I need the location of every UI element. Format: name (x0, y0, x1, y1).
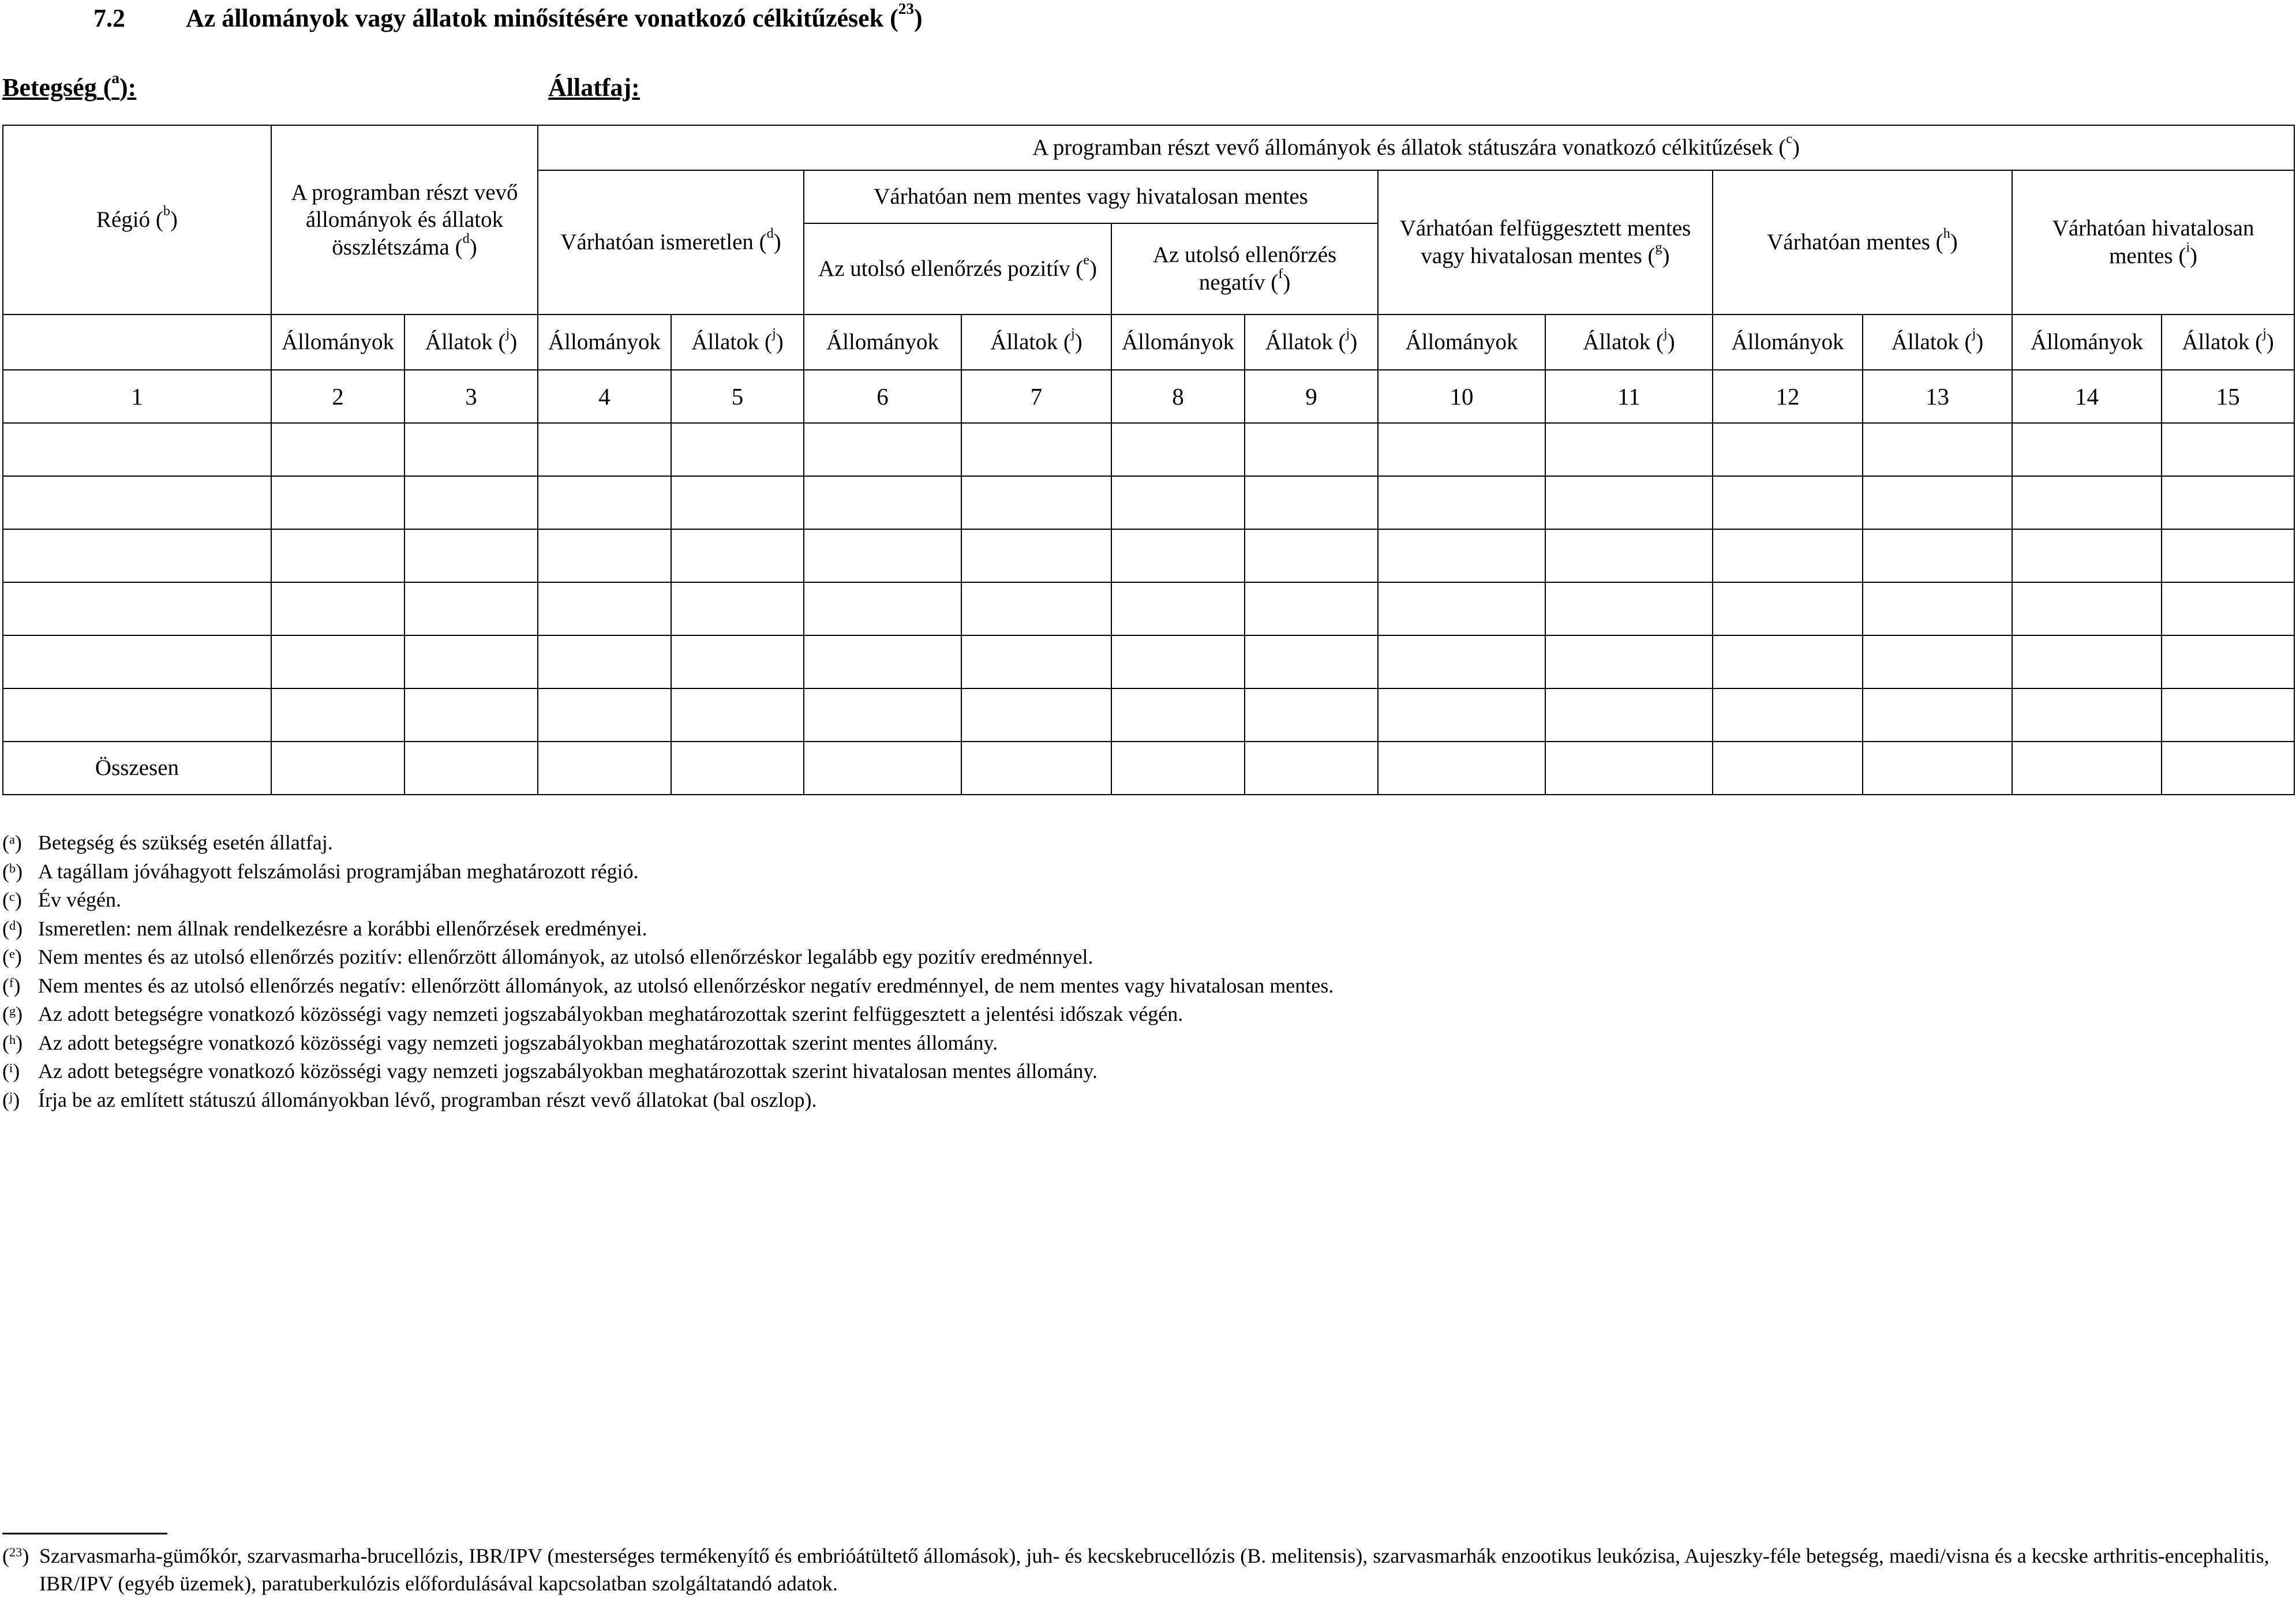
footnote-text: Írja be az említett státuszú állományokban lévő, programban részt vevő állatokat (bal oszlop). (38, 1088, 817, 1111)
total-label: Összesen (3, 742, 271, 795)
table-cell (1545, 635, 1713, 688)
footnote-text: Az adott betegségre vonatkozó közösségi vagy nemzeti jogszabályokban meghatározottak szerint mentes állomány. (38, 1031, 998, 1054)
table-cell (961, 688, 1111, 742)
sub-header-row (3, 315, 2294, 370)
table-cell (538, 582, 671, 635)
header-unknown: Várhatóan ismeretlen ($^d$) (538, 170, 804, 315)
total-cell (804, 742, 961, 795)
column-number: 1 (3, 370, 271, 423)
table-cell (961, 582, 1111, 635)
table-cell (1713, 529, 1863, 582)
table-cell (1713, 423, 1863, 476)
sub-header-herds: Állományok (1713, 315, 1863, 370)
header-positive-label: Az utolsó ellenőrzés pozitív (818, 256, 1070, 282)
column-number: 3 (404, 370, 538, 423)
note-ref: f (9, 975, 14, 990)
table-cell (271, 635, 404, 688)
footnote-text: Az adott betegségre vonatkozó közösségi vagy nemzeti jogszabályokban meghatározottak szerint hivatalosan mentes állomány. (38, 1060, 1098, 1083)
header-region: Régió ($^b$) (3, 125, 271, 315)
sub-header-animals-label: Állatok (2182, 330, 2250, 355)
footnote-mark: ($^f$) (2, 974, 21, 997)
sub-header-herds: Állományok (271, 315, 404, 370)
header-suspended-label: Várhatóan felfüggesztett mentes vagy hivatalosan mentes (1399, 216, 1691, 268)
column-number: 9 (1245, 370, 1378, 423)
table-cell (1378, 423, 1545, 476)
footnote-item (2, 829, 1334, 858)
table-cell (671, 688, 804, 742)
table-cell (1245, 476, 1378, 529)
total-cell (1111, 742, 1245, 795)
footnote-text: Az adott betegségre vonatkozó közösségi vagy nemzeti jogszabályokban meghatározottak szerint felfüggesztett a jelentési időszak végén. (38, 1002, 1183, 1025)
table-cell (804, 476, 961, 529)
table-cell (3, 688, 271, 742)
note-ref: g (1655, 239, 1662, 255)
note-ref: j (505, 325, 510, 342)
header-not-free: Várhatóan nem mentes vagy hivatalosan mentes (804, 170, 1378, 223)
column-number: 12 (1713, 370, 1863, 423)
note-ref: h (1943, 226, 1950, 242)
footnote-item (2, 1057, 1334, 1086)
table-cell (1863, 529, 2012, 582)
species-label: Állatfaj: (548, 73, 640, 102)
note-ref: j (9, 1089, 13, 1104)
footnotes (2, 829, 1334, 1114)
main-footnote (2, 1542, 2287, 1597)
note-ref: j (2263, 325, 2267, 342)
table-cell (1545, 529, 1713, 582)
table-cell (1111, 635, 1245, 688)
table-cell (1545, 476, 1713, 529)
column-number: 13 (1863, 370, 2012, 423)
table-cell (804, 582, 961, 635)
table-cell (538, 529, 671, 582)
header-region-label: Régió (96, 207, 151, 233)
table-cell (1713, 582, 1863, 635)
total-cell (2162, 742, 2294, 795)
footnote-mark: ($^i$) (2, 1060, 20, 1083)
table-cell (1111, 476, 1245, 529)
table-row (3, 476, 2294, 529)
header-negative: Az utolsó ellenőrzés negatív ($^f$) (1111, 223, 1378, 315)
table-cell (271, 423, 404, 476)
footnote-item (2, 1029, 1334, 1058)
note-ref: b (9, 860, 16, 875)
column-number: 4 (538, 370, 671, 423)
footnote-text: Ismeretlen: nem állnak rendelkezésre a korábbi ellenőrzések eredményei. (38, 916, 647, 940)
table-cell (1863, 688, 2012, 742)
column-number: 2 (271, 370, 404, 423)
table-cell (1545, 423, 1713, 476)
table-cell (1863, 635, 2012, 688)
footnote-item (2, 915, 1334, 944)
table-cell (804, 423, 961, 476)
table-cell (2162, 688, 2294, 742)
column-number-row (3, 370, 2294, 423)
sub-header-herds: Állományok (1111, 315, 1245, 370)
table-cell (2162, 582, 2294, 635)
table-cell (1863, 476, 2012, 529)
table-cell (3, 529, 271, 582)
table-cell (1378, 476, 1545, 529)
footnote-text: Betegség és szükség esetén állatfaj. (38, 831, 333, 854)
table-cell (1245, 635, 1378, 688)
header-free: Várhatóan mentes ($^h$) (1713, 170, 2012, 315)
main-footnote-mark: ($^{23}$) (2, 1544, 29, 1567)
footnote-mark: ($^b$) (2, 859, 23, 883)
footnote-item (2, 886, 1334, 915)
note-ref: e (1083, 252, 1089, 268)
table-cell (671, 635, 804, 688)
table-cell (2162, 635, 2294, 688)
total-cell (961, 742, 1111, 795)
table-cell (1713, 688, 1863, 742)
sub-header-animals-label: Állatok (1265, 330, 1333, 355)
header-free-label: Várhatóan mentes (1767, 230, 1930, 255)
footnote-text: Év végén. (38, 888, 121, 911)
table-cell (671, 529, 804, 582)
note-ref: a (111, 69, 120, 87)
column-number: 15 (2162, 370, 2294, 423)
table-cell (1111, 582, 1245, 635)
table-row (3, 635, 2294, 688)
sub-header-animals-label: Állatok (1891, 330, 1959, 355)
table-cell (271, 688, 404, 742)
footnote-item (2, 858, 1334, 886)
note-ref: i (2186, 239, 2190, 255)
table-cell (404, 688, 538, 742)
note-ref: j (1972, 325, 1976, 342)
note-ref: 23 (9, 1545, 23, 1559)
sub-header-herds: Állományok (2012, 315, 2162, 370)
table-cell (1713, 476, 1863, 529)
sub-header-animals: Állatok ($^j$) (961, 315, 1111, 370)
column-number: 7 (961, 370, 1111, 423)
column-number: 11 (1545, 370, 1713, 423)
footnote-mark: ($^j$) (2, 1088, 20, 1111)
sub-header-animals: Állatok ($^j$) (2162, 315, 2294, 370)
disease-label: Betegség ($^a$): (2, 69, 137, 102)
footnote-item (2, 943, 1334, 972)
footnote-text: Nem mentes és az utolsó ellenőrzés pozitív: ellenőrzött állományok, az utolsó ellenőrzéskor legalább egy pozitív eredménnyel. (38, 945, 1093, 968)
footnote-mark: ($^e$) (2, 945, 22, 968)
table-cell (2162, 529, 2294, 582)
note-ref: e (9, 946, 15, 961)
total-cell (1245, 742, 1378, 795)
footnote-mark: ($^g$) (2, 1002, 23, 1025)
table-cell (2012, 476, 2162, 529)
table-cell (3, 582, 271, 635)
table-cell (404, 635, 538, 688)
table-cell (1245, 582, 1378, 635)
table-cell (671, 582, 804, 635)
table-row (3, 688, 2294, 742)
header-total: A programban részt vevő állományok és állatok összlétszáma ($^d$) (271, 125, 538, 315)
table-cell (404, 529, 538, 582)
note-ref: d (766, 226, 774, 242)
total-cell (2012, 742, 2162, 795)
table-cell (804, 635, 961, 688)
table-cell (804, 529, 961, 582)
sub-header-herds: Állományok (1378, 315, 1545, 370)
targets-table (2, 125, 2295, 795)
table-cell (271, 476, 404, 529)
table-cell (2162, 476, 2294, 529)
footnote-mark: ($^d$) (2, 916, 23, 940)
note-ref: b (163, 203, 170, 219)
footnote-item (2, 1000, 1334, 1029)
total-cell (271, 742, 404, 795)
footnote-mark: ($^c$) (2, 888, 22, 911)
sub-header-animals: Állatok ($^j$) (671, 315, 804, 370)
table-row (3, 582, 2294, 635)
table-cell (2012, 529, 2162, 582)
header-status-label: A programban részt vevő állományok és állatok státuszára vonatkozó célkitűzések (1032, 135, 1773, 160)
note-ref: j (1071, 325, 1075, 342)
sub-header-empty (3, 315, 271, 370)
header-status: A programban részt vevő állományok és állatok státuszára vonatkozó célkitűzések ($^c$) (538, 125, 2294, 170)
table-cell (961, 635, 1111, 688)
header-total-label: A programban részt vevő állományok és állatok összlétszáma (291, 179, 518, 260)
note-ref: g (9, 1004, 16, 1018)
table-cell (271, 582, 404, 635)
table-cell (3, 476, 271, 529)
total-cell (404, 742, 538, 795)
header-suspended: Várhatóan felfüggesztett mentes vagy hivatalosan mentes ($^g$) (1378, 170, 1713, 315)
main-footnote-text: Szarvasmarha-gümőkór, szarvasmarha-brucellózis, IBR/IPV (mesterséges termékenyítő és embrióátültető állomások), juh- és kecskebrucellózis (B. melitensis), szarvasmarhák enzootikus leukózisa, Aujeszky-féle betegség, maedi/visna és a kecske arthritis-encephalitis, IBR/IPV (egyéb üzemek), paratuberkulózis előfordulásával kapcsolatban szolgáltatandó adatok. (39, 1544, 2269, 1595)
table-cell (404, 423, 538, 476)
header-officially-free: Várhatóan hivatalosan mentes ($^i$) (2012, 170, 2294, 315)
table-cell (3, 635, 271, 688)
table-cell (1545, 582, 1713, 635)
section-heading: 7.2 Az állományok vagy állatok minősítésére vonatkozó célkitűzések ($^{23}$) (93, 0, 923, 32)
table-cell (1863, 582, 2012, 635)
note-ref: d (462, 230, 470, 246)
table-cell (961, 529, 1111, 582)
footnote-text: Nem mentes és az utolsó ellenőrzés negatív: ellenőrzött állományok, az utolsó ellenőrzéskor negatív eredménnyel, de nem mentes vagy hivatalosan mentes. (38, 974, 1334, 997)
column-number: 8 (1111, 370, 1245, 423)
header-unknown-label: Várhatóan ismeretlen (560, 230, 754, 255)
sub-header-animals-label: Állatok (1583, 330, 1651, 355)
table-cell (1245, 529, 1378, 582)
sub-header-animals-label: Állatok (990, 330, 1058, 355)
table-cell (538, 423, 671, 476)
table-cell (404, 582, 538, 635)
table-cell (1111, 423, 1245, 476)
table-cell (538, 476, 671, 529)
sub-header-animals: Állatok ($^j$) (1863, 315, 2012, 370)
sub-header-herds: Állományok (538, 315, 671, 370)
table-cell (2012, 582, 2162, 635)
column-number: 14 (2012, 370, 2162, 423)
note-ref: h (9, 1032, 16, 1047)
disease-label-text: Betegség (2, 73, 97, 102)
table-cell (1378, 582, 1545, 635)
table-cell (538, 688, 671, 742)
table-cell (1378, 529, 1545, 582)
total-cell (538, 742, 671, 795)
section-number: 7.2 (93, 4, 125, 32)
table-cell (2012, 635, 2162, 688)
table-cell (1111, 529, 1245, 582)
table-cell (671, 423, 804, 476)
total-cell (1545, 742, 1713, 795)
note-ref: f (1278, 266, 1283, 282)
total-cell (671, 742, 804, 795)
total-cell (1713, 742, 1863, 795)
table-row (3, 423, 2294, 476)
table-cell (1111, 688, 1245, 742)
sub-header-animals-label: Állatok (691, 330, 759, 355)
note-ref: i (9, 1061, 13, 1075)
table-row (3, 529, 2294, 582)
footnote-text: A tagállam jóváhagyott felszámolási programjában meghatározott régió. (38, 859, 639, 883)
sub-header-animals: Állatok ($^j$) (1545, 315, 1713, 370)
note-ref: c (1786, 131, 1792, 147)
table-cell (2162, 423, 2294, 476)
sub-header-animals: Állatok ($^j$) (404, 315, 538, 370)
footnote-item (2, 972, 1334, 1001)
header-positive: Az utolsó ellenőrzés pozitív ($^e$) (804, 223, 1111, 315)
footnote-ref: 23 (898, 0, 915, 17)
note-ref: j (1346, 325, 1350, 342)
footnote-mark: ($^a$) (2, 831, 22, 854)
table-cell (804, 688, 961, 742)
total-cell (1378, 742, 1545, 795)
table-cell (1378, 635, 1545, 688)
footnote-mark: ($^h$) (2, 1031, 23, 1054)
table-cell (3, 423, 271, 476)
table-cell (404, 476, 538, 529)
table-cell (1245, 688, 1378, 742)
note-ref: c (9, 889, 15, 904)
table-cell (1378, 688, 1545, 742)
sub-header-animals: Állatok ($^j$) (1245, 315, 1378, 370)
header-officially-free-label: Várhatóan hivatalosan mentes (2052, 216, 2254, 268)
disease-label-colon: : (128, 73, 137, 102)
column-number: 5 (671, 370, 804, 423)
note-ref: a (9, 832, 15, 847)
table-cell (1863, 423, 2012, 476)
table-cell (1245, 423, 1378, 476)
table-cell (1545, 688, 1713, 742)
column-number: 6 (804, 370, 961, 423)
table-cell (961, 423, 1111, 476)
table-cell (671, 476, 804, 529)
total-cell (1863, 742, 2012, 795)
sub-header-herds: Állományok (804, 315, 961, 370)
data-rows (3, 423, 2294, 742)
note-ref: d (9, 918, 16, 933)
table-cell (961, 476, 1111, 529)
footnote-separator (2, 1533, 167, 1534)
sub-header-animals-label: Állatok (425, 330, 493, 355)
note-ref: j (1664, 325, 1668, 342)
table-cell (2012, 688, 2162, 742)
section-title: Az állományok vagy állatok minősítésére vonatkozó célkitűzések (186, 4, 884, 32)
table-cell (1713, 635, 1863, 688)
footnote-item (2, 1086, 1334, 1115)
table-cell (271, 529, 404, 582)
table-cell (2012, 423, 2162, 476)
column-number: 10 (1378, 370, 1545, 423)
table-cell (538, 635, 671, 688)
header-negative-label: Az utolsó ellenőrzés negatív (1152, 242, 1337, 295)
note-ref: j (772, 325, 776, 342)
total-row (3, 742, 2294, 795)
